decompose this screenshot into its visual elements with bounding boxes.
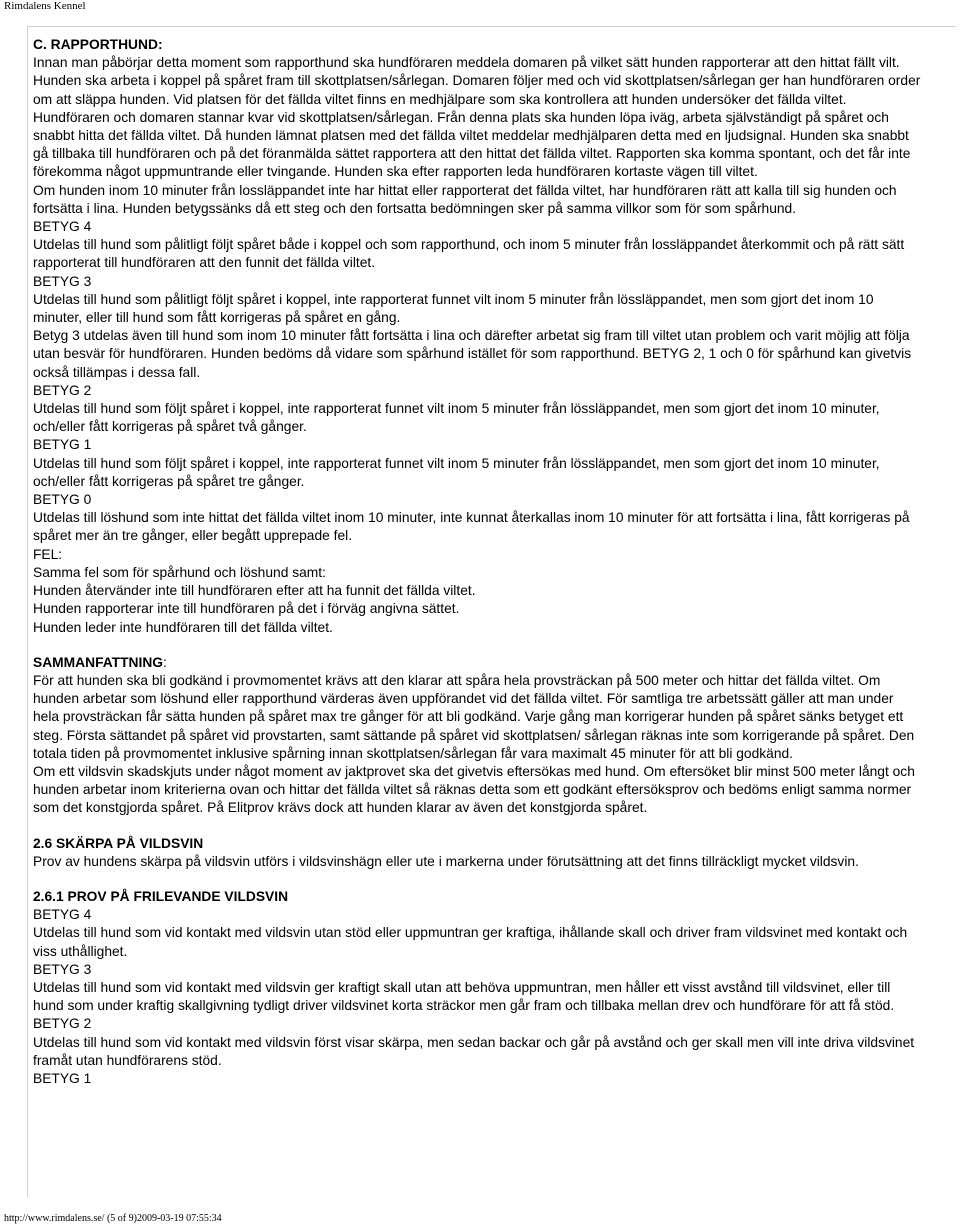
rapporthund-intro: Innan man påbörjar detta moment som rapporthund ska hundföraren meddela domaren på vilket sätt hunden rapporterar att den hittat fällt vilt. [33, 55, 900, 71]
document-body [33, 36, 923, 1088]
rapporthund-timeout-rule: Om hunden inom 10 minuter från lossläppandet inte har hittat eller rapporterat det fällda viltet, har hundföraren rätt att kalla till sig hunden och fortsätta i lina. Hunden betygssänks då ett steg och den fortsatta bedömningen sker på samma villkor som för som spårhund. [33, 182, 897, 216]
fel-label: FEL: [33, 546, 63, 562]
frilevande-heading: 2.6.1 PROV PÅ FRILEVANDE VILDSVIN [33, 888, 289, 904]
skarpa-heading: 2.6 SKÄRPA PÅ VILDSVIN [33, 835, 204, 851]
betyg-4-text: Utdelas till hund som pålitligt följt spåret både i koppel och som rapporthund, och inom 5 minuter från lossläppandet återkommit och på rätt sätt rapporterat till hundföraren att den funnit det fällda viltet. [33, 237, 905, 271]
rapporthund-heading: C. RAPPORTHUND: [33, 37, 163, 52]
rapporthund-procedure: Hunden ska arbeta i koppel på spåret fram till skottplatsen/sårlegan. Domaren följer med och vid skottplatsen/sårlegan ger han hundföraren order om att släppa hunden. Vid platsen för det fällda viltet finns en medhjälpare som ska kontrollera att hunden undersöker det fällda viltet. Hundföraren och domaren stannar kvar vid skottplatsen/sårlegan. Från denna plats ska hunden löpa iväg, arbeta självständigt på spåret och snabbt hitta det fällda viltet. Då hunden lämnat platsen med det fällda viltet meddelar medhjälparen detta med en ljudsignal. Hunden ska snabbt gå tillbaka till hundföraren och på det föranmälda sättet rapportera att den hittat det fällda viltet. Rapporten ska komma spontant, och det får inte förekomma något uppmuntrande eller tvingande. Hunden ska efter rapporten leda hundföraren kortaste vägen till viltet. [33, 73, 921, 180]
fel-item: Hunden återvänder inte till hundföraren efter att ha funnit det fällda viltet. [33, 583, 476, 599]
vildsvin-betyg-3-text: Utdelas till hund som vid kontakt med vildsvin ger kraftigt skall utan att behöva uppmuntran, men håller ett visst avstånd till vildsvinet, eller till hund som under kraftig skallgivning tydligt driver vildsvinet korta sträckor men går fram och tillbaka mellan drev och hundförare för att få stöd. [33, 979, 895, 1014]
vildsvin-betyg-2-text: Utdelas till hund som vid kontakt med vildsvin först visar skärpa, men sedan backar och går på avstånd och ger skall men vill inte driva vildsvinet framåt utan hundförarens stöd. [33, 1034, 915, 1068]
spacer [33, 871, 923, 888]
betyg-2-text: Utdelas till hund som följt spåret i koppel, inte rapporterat funnet vilt inom 5 minuter från lössläppandet, men som gjort det inom 10 minuter, och/eller fått korrigeras på spåret två gånger. [33, 401, 880, 435]
section-rapporthund [33, 36, 923, 637]
section-frilevande-vildsvin [33, 888, 923, 1088]
fel-intro: Samma fel som för spårhund och löshund samt: [33, 564, 326, 580]
vildsvin-betyg-3-label: BETYG 3 [33, 961, 92, 977]
betyg-3-label: BETYG 3 [33, 273, 92, 289]
section-skarpa-pa-vildsvin [33, 835, 923, 871]
betyg-1-label: BETYG 1 [33, 437, 92, 453]
vildsvin-betyg-2-label: BETYG 2 [33, 1016, 92, 1032]
fel-item: Hunden rapporterar inte till hundföraren på det i förväg angivna sättet. [33, 601, 460, 617]
sammanfattning-heading: SAMMANFATTNING [33, 654, 164, 670]
betyg-4-label: BETYG 4 [33, 219, 92, 235]
betyg-3-text: Utdelas till hund som pålitligt följt spåret i koppel, inte rapporterat funnet vilt inom 5 minuter från lössläppandet, men som gjort det inom 10 minuter, eller till hund som fått korrigeras på spåret en gång. [33, 291, 874, 326]
fel-item: Hunden leder inte hundföraren till det fällda viltet. [33, 619, 333, 635]
spacer [33, 818, 923, 835]
sammanfattning-paragraph: För att hunden ska bli godkänd i provmomentet krävs att den klarar att spåra hela provsträckan på 500 meter och hittar det fällda viltet. Om hunden arbetar som löshund eller rapporthund värderas även uppförandet vid det fällda viltet. För samtliga tre arbetssätt gäller att man under hela provsträckan får sätta hunden på spåret max tre gånger för att bli godkänd. Varje gång man korrigerar hunden på spåret sänks betyget ett steg. Första sättandet på spåret vid provstarten, samt sättande på spåret vid skottplatsen/ sårlegan räknas inte som korrigerande på spåret. Den totala tiden på provmomentet inklusive spårning innan skottplatsen/sårlegan får vara maximalt 45 minuter för att bli godkänd. [33, 672, 915, 761]
vildsvin-betyg-4-label: BETYG 4 [33, 907, 92, 923]
betyg-0-label: BETYG 0 [33, 492, 92, 508]
page-header-site-name: Rimdalens Kennel [4, 0, 86, 12]
betyg-3-extra: Betyg 3 utdelas även till hund som inom 10 minuter fått fortsätta i lina och därefter arbetat sig fram till viltet utan problem och varit möjlig att följa utan besvär för hundföraren. Hunden bedöms då vidare som spårhund istället för som rapporthund. BETYG 2, 1 och 0 för spårhund kan givetvis också tillämpas i dessa fall. [33, 328, 912, 380]
sammanfattning-colon: : [163, 654, 167, 670]
spacer [33, 637, 923, 654]
sammanfattning-paragraph: Om ett vildsvin skadskjuts under något moment av jaktprovet ska det givetvis eftersökas med hund. Om eftersöket blir minst 500 meter långt och hunden arbetar inom kriterierna ovan och hittar det fällda viltet så räknas detta som ett godkänt eftersöksprov och bedöms enligt samma normer som det konstgjorda spåret. På Elitprov krävs dock att hunden klarar av även det konstgjorda spåret. [33, 763, 915, 816]
section-sammanfattning [33, 654, 923, 818]
skarpa-text: Prov av hundens skärpa på vildsvin utförs i vildsvinshägn eller ute i markerna under förutsättning att det finns tillräckligt mycket vildsvin. [33, 853, 859, 869]
vildsvin-betyg-4-text: Utdelas till hund som vid kontakt med vildsvin utan stöd eller uppmuntran ger kraftiga, ihållande skall och driver fram vildsvinet med kontakt och viss uthållighet. [33, 925, 908, 959]
betyg-1-text: Utdelas till hund som följt spåret i koppel, inte rapporterat funnet vilt inom 5 minuter från lössläppandet, men som gjort det inom 10 minuter, och/eller fått korrigeras på spåret tre gånger. [33, 455, 880, 489]
vildsvin-betyg-1-label: BETYG 1 [33, 1070, 92, 1086]
betyg-2-label: BETYG 2 [33, 382, 92, 398]
betyg-0-text: Utdelas till löshund som inte hittat det fällda viltet inom 10 minuter, inte kunnat återkallas inom 10 minuter för att fortsätta i lina, fått korrigeras på spåret mer än tre gånger, eller begått upprepade fel. [33, 510, 910, 544]
page-footer-url: http://www.rimdalens.se/ (5 of 9)2009-03-19 07:55:34 [4, 1213, 222, 1224]
sammanfattning-heading-line [33, 654, 923, 672]
